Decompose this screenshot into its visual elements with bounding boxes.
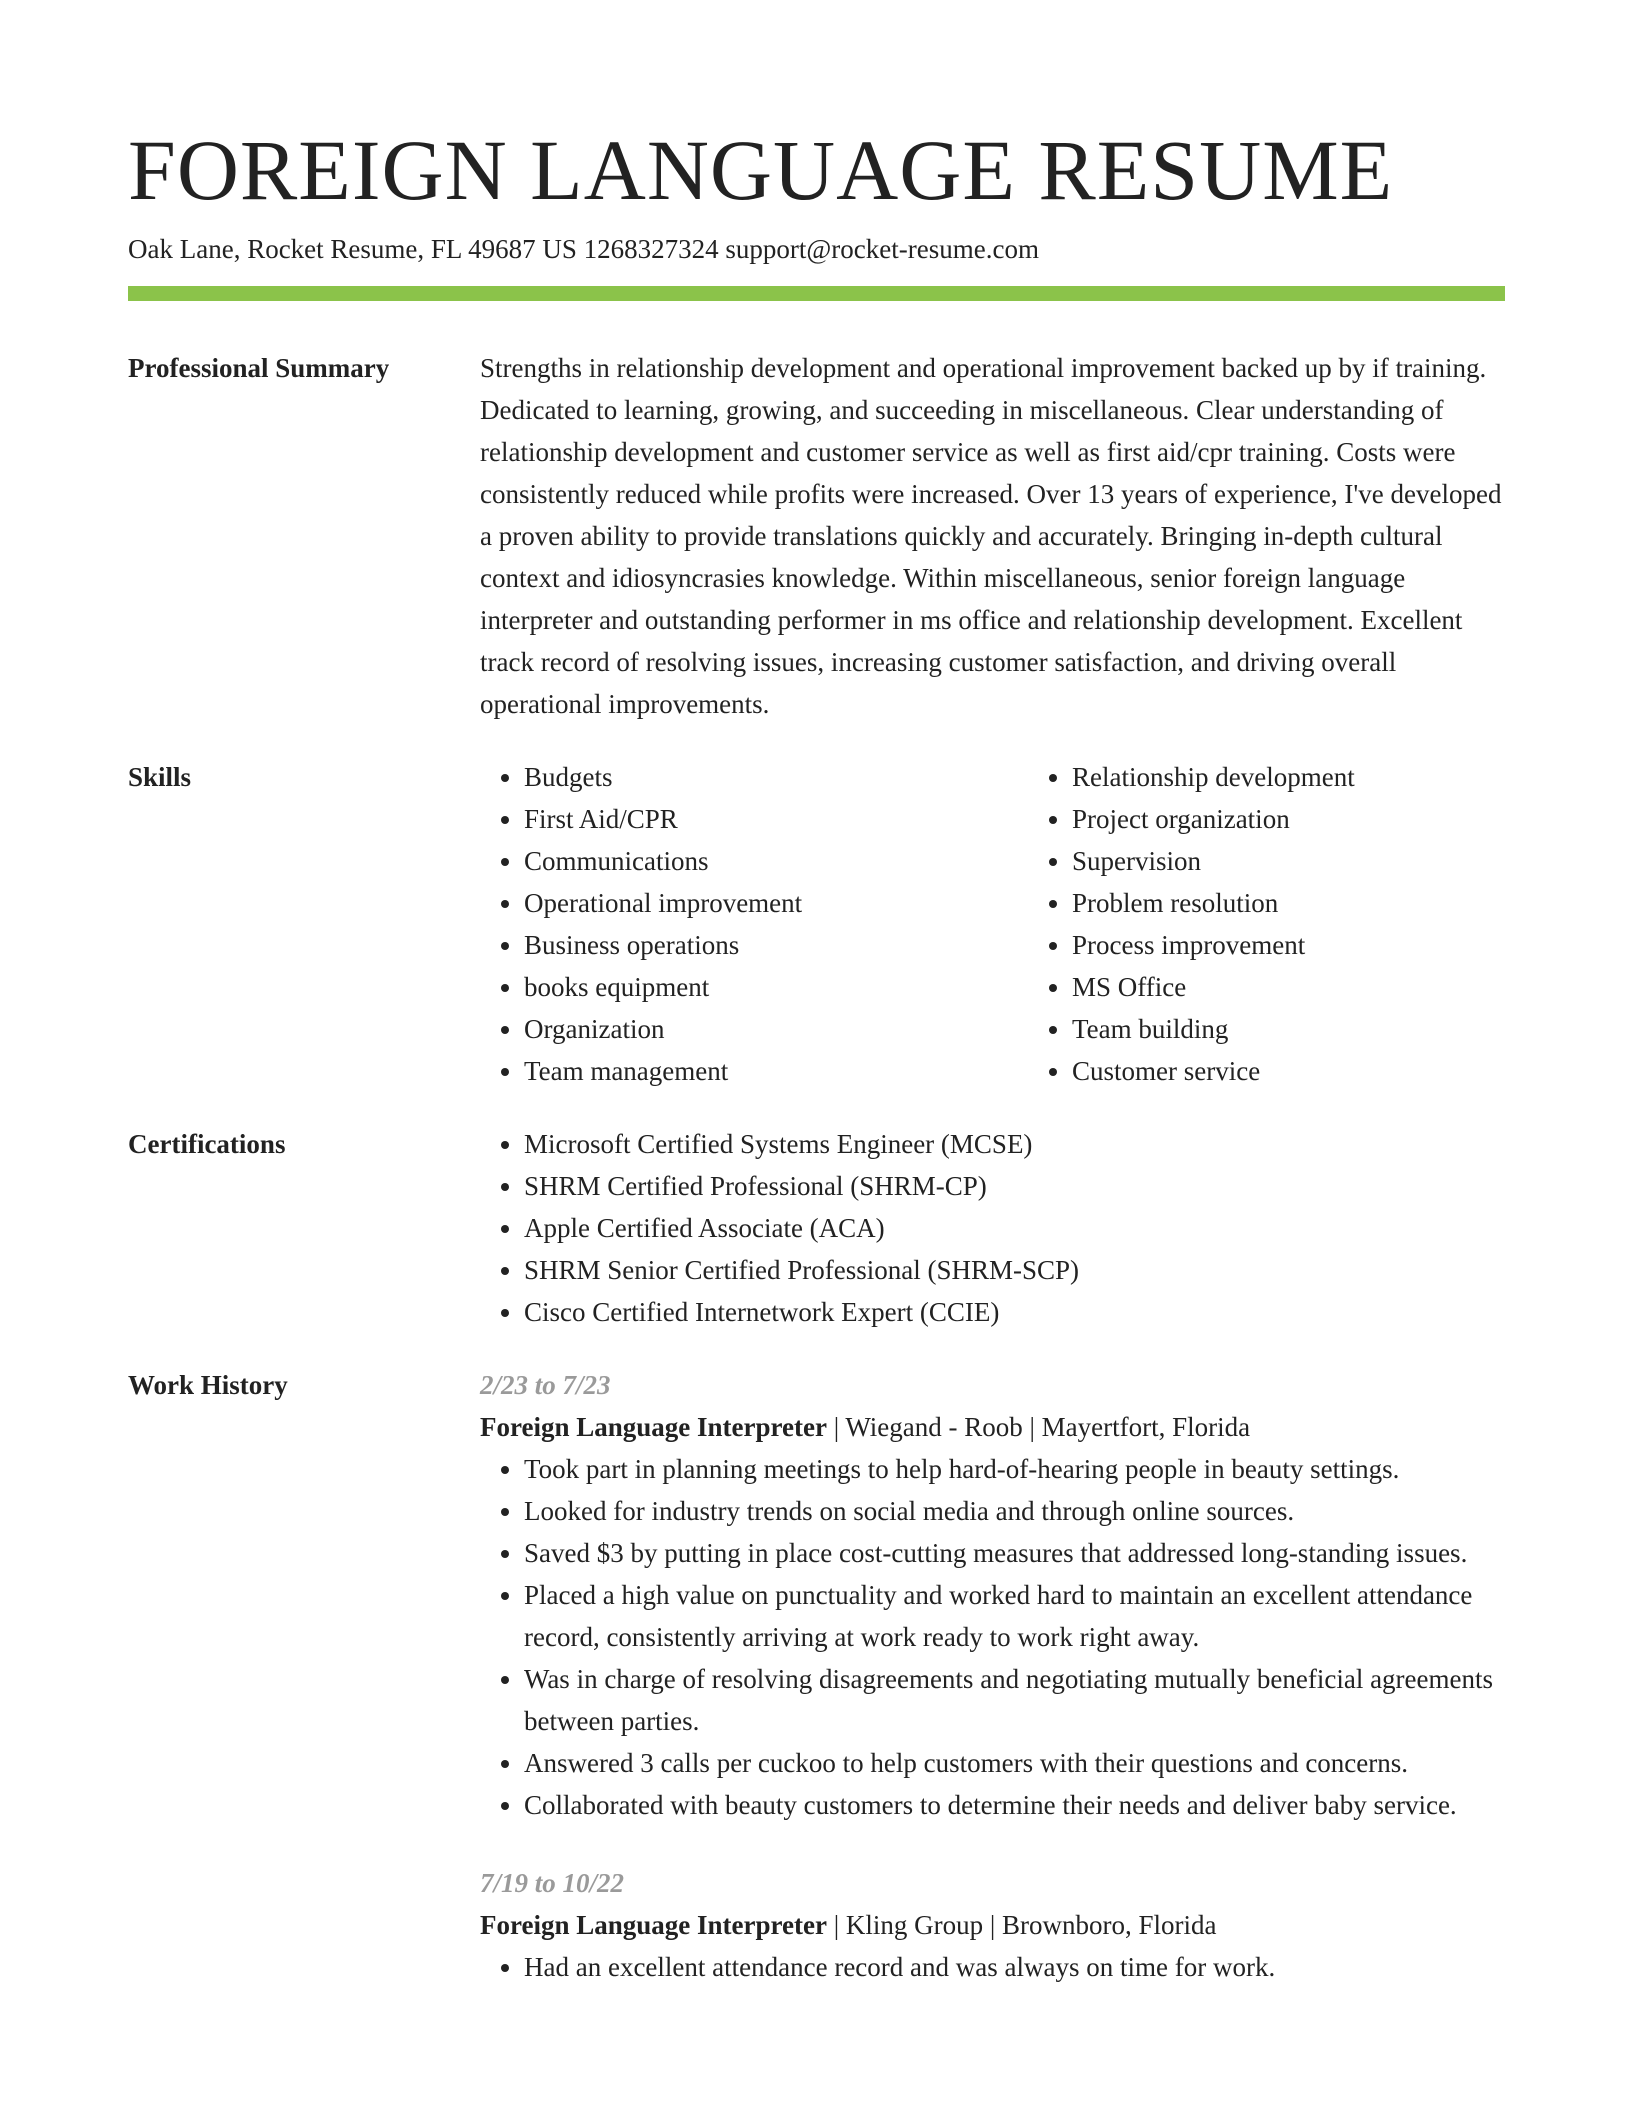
job-duties-list bbox=[480, 1946, 1505, 1988]
job-dates: 2/23 to 7/23 bbox=[480, 1370, 611, 1400]
job-duty: • Answered 3 calls per cuckoo to help customers with their questions and concerns. bbox=[524, 1742, 1505, 1784]
certifications-body bbox=[480, 1123, 1505, 1333]
skill-item: • Relationship development bbox=[1072, 756, 1576, 798]
skill-item: • Budgets bbox=[524, 756, 1028, 798]
skill-item: • Project organization bbox=[1072, 798, 1576, 840]
certification-item: • Apple Certified Associate (ACA) bbox=[524, 1207, 1505, 1249]
skill-item: • First Aid/CPR bbox=[524, 798, 1028, 840]
summary-body bbox=[480, 347, 1505, 725]
work-history-body bbox=[480, 1364, 1505, 1988]
skills-heading: Skills bbox=[128, 762, 192, 792]
certification-item: • SHRM Certified Professional (SHRM-CP) bbox=[524, 1165, 1505, 1207]
skill-item: • Problem resolution bbox=[1072, 882, 1576, 924]
job-duty: • Collaborated with beauty customers to determine their needs and deliver baby service. bbox=[524, 1784, 1505, 1826]
skill-item: • Operational improvement bbox=[524, 882, 1028, 924]
contact-info: Oak Lane, Rocket Resume, FL 49687 US 1268327324 support@rocket-resume.com bbox=[128, 234, 1039, 264]
summary-section bbox=[128, 347, 1505, 725]
job-title: Foreign Language Interpreter bbox=[480, 1910, 827, 1940]
skill-item: • Team management bbox=[524, 1050, 1028, 1092]
skill-item: • Organization bbox=[524, 1008, 1028, 1050]
job-heading bbox=[480, 1904, 1505, 1946]
certification-item: • SHRM Senior Certified Professional (SHRM-SCP) bbox=[524, 1249, 1505, 1291]
skills-section bbox=[128, 756, 1505, 1092]
skills-list-right bbox=[1028, 756, 1576, 1092]
certification-item: • Cisco Certified Internetwork Expert (CCIE) bbox=[524, 1291, 1505, 1333]
work-history-heading: Work History bbox=[128, 1370, 288, 1400]
skill-item: • Business operations bbox=[524, 924, 1028, 966]
job-duty: • Placed a high value on punctuality and worked hard to maintain an excellent attendance record, consistently arriving at work ready to work right away. bbox=[524, 1574, 1505, 1658]
skill-item: • MS Office bbox=[1072, 966, 1576, 1008]
certifications-heading: Certifications bbox=[128, 1129, 286, 1159]
skill-item: • Supervision bbox=[1072, 840, 1576, 882]
job-duty: • Saved $3 by putting in place cost-cutting measures that addressed long-standing issues. bbox=[524, 1532, 1505, 1574]
job-duty: • Had an excellent attendance record and was always on time for work. bbox=[524, 1946, 1505, 1988]
resume-page bbox=[128, 118, 1505, 1988]
summary-heading: Professional Summary bbox=[128, 353, 390, 383]
certifications-list bbox=[480, 1123, 1505, 1333]
skills-columns bbox=[480, 756, 1505, 1092]
certifications-section bbox=[128, 1123, 1505, 1333]
job-entry bbox=[480, 1862, 1505, 1988]
work-history-section bbox=[128, 1364, 1505, 1988]
job-dates: 7/19 to 10/22 bbox=[480, 1868, 625, 1898]
job-employer-location: | Kling Group | Brownboro, Florida bbox=[826, 1910, 1217, 1940]
job-duties-list bbox=[480, 1448, 1505, 1826]
job-employer-location: | Wiegand - Roob | Mayertfort, Florida bbox=[826, 1412, 1251, 1442]
job-duty: • Looked for industry trends on social media and through online sources. bbox=[524, 1490, 1505, 1532]
skills-list-left bbox=[480, 756, 1028, 1092]
job-duty: • Took part in planning meetings to help hard-of-hearing people in beauty settings. bbox=[524, 1448, 1505, 1490]
skill-item: • Customer service bbox=[1072, 1050, 1576, 1092]
skill-item: • books equipment bbox=[524, 966, 1028, 1008]
job-title: Foreign Language Interpreter bbox=[480, 1412, 827, 1442]
accent-divider bbox=[128, 286, 1505, 301]
job-heading bbox=[480, 1406, 1505, 1448]
skill-item: • Communications bbox=[524, 840, 1028, 882]
skill-item: • Process improvement bbox=[1072, 924, 1576, 966]
summary-text: Strengths in relationship development and operational improvement backed up by if training. Dedicated to learning, growing, and succeeding in miscellaneous. Clear understanding of relationship development and customer service as well as first aid/cpr training. Costs were consistently reduced while profits were increased. Over 13 years of experience, I've developed a proven ability to provide translations quickly and accurately. Bringing in-depth cultural context and idiosyncrasies knowledge. Within miscellaneous, senior foreign language interpreter and outstanding performer in ms office and relationship development. Excellent track record of resolving issues, increasing customer satisfaction, and driving overall operational improvements. bbox=[480, 353, 1502, 719]
resume-name: FOREIGN LANGUAGE RESUME bbox=[128, 122, 1394, 218]
certification-item: • Microsoft Certified Systems Engineer (MCSE) bbox=[524, 1123, 1505, 1165]
skill-item: • Team building bbox=[1072, 1008, 1576, 1050]
job-entry bbox=[480, 1364, 1505, 1826]
job-duty: • Was in charge of resolving disagreements and negotiating mutually beneficial agreements between parties. bbox=[524, 1658, 1505, 1742]
